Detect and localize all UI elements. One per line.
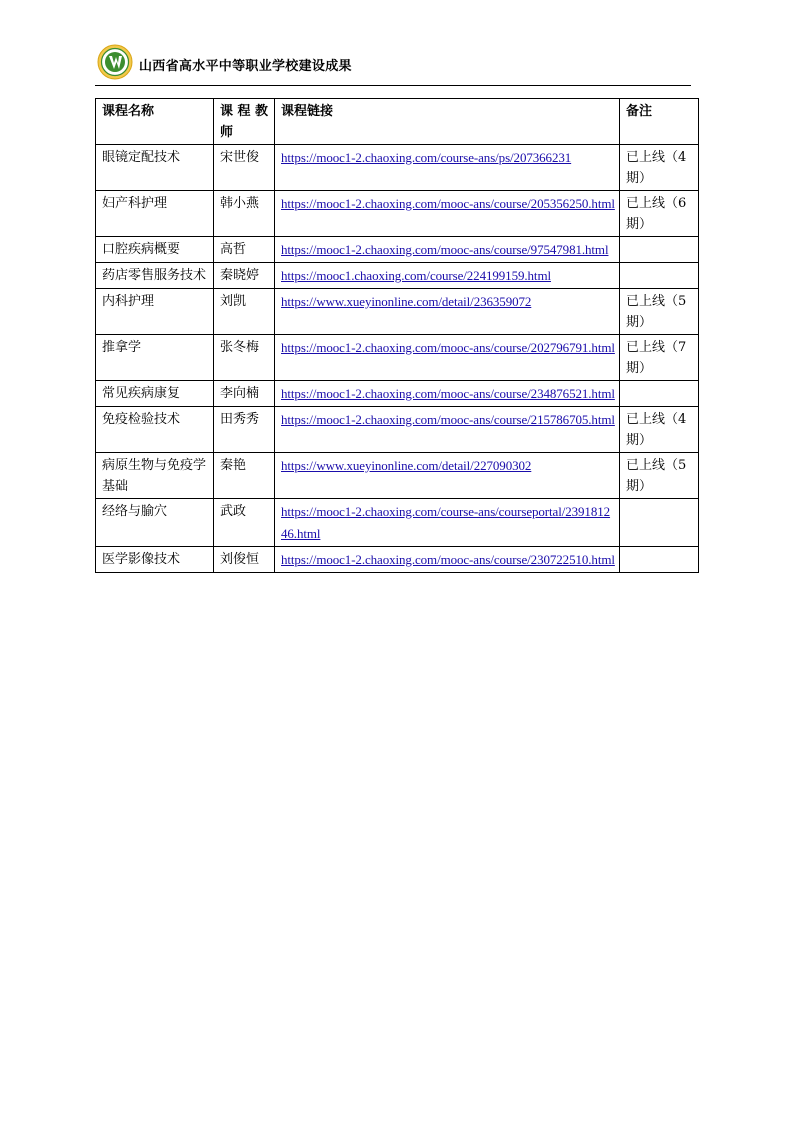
course-link[interactable]: https://mooc1-2.chaoxing.com/mooc-ans/course/234876521.html [281, 386, 615, 401]
table-row [96, 237, 699, 263]
course-name: 推拿学 [96, 335, 214, 381]
course-link[interactable]: https://mooc1-2.chaoxing.com/course-ans/ps/207366231 [281, 150, 572, 165]
course-note [620, 547, 699, 573]
table-header-row [96, 99, 699, 145]
course-name: 眼镜定配技术 [96, 145, 214, 191]
course-teacher: 高哲 [214, 237, 275, 263]
table-row [96, 381, 699, 407]
course-teacher: 刘俊恒 [214, 547, 275, 573]
course-table [95, 98, 699, 573]
course-name: 药店零售服务技术 [96, 263, 214, 289]
table-row [96, 145, 699, 191]
course-link[interactable]: https://mooc1-2.chaoxing.com/mooc-ans/course/215786705.html [281, 412, 615, 427]
page-header [95, 44, 695, 84]
course-teacher: 张冬梅 [214, 335, 275, 381]
column-header-link: 课程链接 [275, 99, 620, 145]
course-link[interactable]: https://mooc1-2.chaoxing.com/course-ans/courseportal/239181246.html [281, 504, 611, 541]
course-teacher: 李向楠 [214, 381, 275, 407]
course-note: 已上线（4期） [620, 407, 699, 453]
course-link[interactable]: https://mooc1-2.chaoxing.com/mooc-ans/course/97547981.html [281, 242, 609, 257]
course-teacher: 刘凯 [214, 289, 275, 335]
column-header-note: 备注 [620, 99, 699, 145]
header-divider [95, 85, 691, 86]
table-row [96, 499, 699, 547]
table-row [96, 289, 699, 335]
column-header-teacher: 课 程 教师 [214, 99, 275, 145]
course-note: 已上线（6期） [620, 191, 699, 237]
course-link[interactable]: https://mooc1-2.chaoxing.com/mooc-ans/course/230722510.html [281, 552, 615, 567]
course-link[interactable]: https://mooc1-2.chaoxing.com/mooc-ans/course/205356250.html [281, 196, 615, 211]
course-name: 内科护理 [96, 289, 214, 335]
column-header-course-name: 课程名称 [96, 99, 214, 145]
course-name: 医学影像技术 [96, 547, 214, 573]
header-title: 山西省高水平中等职业学校建设成果 [139, 59, 352, 74]
course-link-cell [275, 547, 620, 573]
course-link-cell [275, 191, 620, 237]
course-note [620, 263, 699, 289]
table-row [96, 547, 699, 573]
course-name: 经络与腧穴 [96, 499, 214, 547]
course-link-cell [275, 145, 620, 191]
course-note [620, 237, 699, 263]
course-note [620, 381, 699, 407]
course-name: 妇产科护理 [96, 191, 214, 237]
course-link-cell [275, 381, 620, 407]
course-name: 免疫检验技术 [96, 407, 214, 453]
course-teacher: 秦晓婷 [214, 263, 275, 289]
table-row [96, 335, 699, 381]
course-note: 已上线（7期） [620, 335, 699, 381]
course-teacher: 韩小燕 [214, 191, 275, 237]
course-teacher: 秦艳 [214, 453, 275, 499]
course-link[interactable]: https://mooc1-2.chaoxing.com/mooc-ans/course/202796791.html [281, 340, 615, 355]
course-note: 已上线（5期） [620, 289, 699, 335]
table-row [96, 191, 699, 237]
course-link-cell [275, 407, 620, 453]
course-link-cell [275, 499, 620, 547]
course-name: 病原生物与免疫学基础 [96, 453, 214, 499]
course-link[interactable]: https://mooc1.chaoxing.com/course/224199159.html [281, 268, 551, 283]
school-logo-icon [97, 44, 133, 80]
table-row [96, 263, 699, 289]
course-link-cell [275, 453, 620, 499]
course-note [620, 499, 699, 547]
course-name: 口腔疾病概要 [96, 237, 214, 263]
course-note: 已上线（5期） [620, 453, 699, 499]
course-teacher: 宋世俊 [214, 145, 275, 191]
course-link-cell [275, 289, 620, 335]
course-teacher: 田秀秀 [214, 407, 275, 453]
course-note: 已上线（4期） [620, 145, 699, 191]
course-teacher: 武政 [214, 499, 275, 547]
table-row [96, 453, 699, 499]
course-link-cell [275, 335, 620, 381]
course-link-cell [275, 237, 620, 263]
course-link[interactable]: https://www.xueyinonline.com/detail/227090302 [281, 458, 532, 473]
table-row [96, 407, 699, 453]
course-name: 常见疾病康复 [96, 381, 214, 407]
course-link[interactable]: https://www.xueyinonline.com/detail/236359072 [281, 294, 532, 309]
course-link-cell [275, 263, 620, 289]
